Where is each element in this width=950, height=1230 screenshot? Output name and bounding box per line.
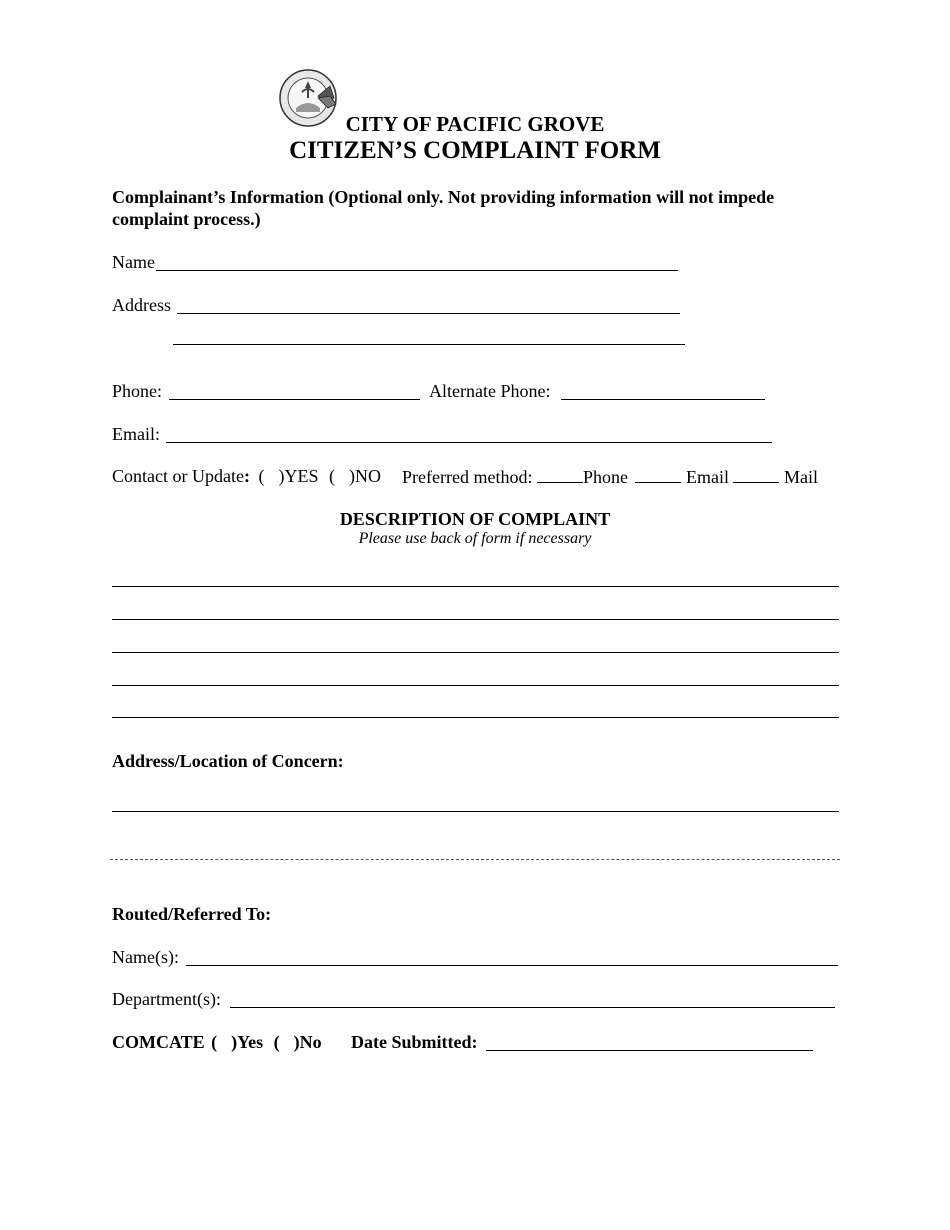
preferred-email-blank[interactable] [635, 466, 681, 483]
contact-update-row [112, 466, 381, 487]
departments-field[interactable] [230, 1007, 835, 1008]
form-title: CITIZEN’S COMPLAINT FORM [289, 137, 661, 164]
comcate-no-option[interactable] [274, 1032, 322, 1052]
description-subheading: Please use back of form if necessary [358, 530, 592, 547]
contact-yes-label: )YES [278, 466, 319, 486]
description-heading: DESCRIPTION OF COMPLAINT [339, 509, 611, 529]
preferred-method-label: Preferred method: [402, 467, 533, 487]
date-submitted-field[interactable] [486, 1050, 813, 1051]
preferred-phone-label: Phone [582, 467, 628, 487]
alternate-phone-field[interactable] [561, 399, 765, 400]
name-field[interactable] [156, 270, 678, 271]
comcate-row [112, 1032, 322, 1053]
city-name: CITY OF PACIFIC GROVE [345, 112, 605, 136]
departments-label: Department(s): [112, 989, 221, 1009]
names-label: Name(s): [112, 947, 179, 967]
address-field-line1[interactable] [177, 313, 680, 314]
comcate-yes-option[interactable] [211, 1032, 263, 1052]
contact-update-label: Contact or Update [112, 466, 244, 486]
preferred-mail-blank[interactable] [733, 466, 779, 483]
preferred-mail-label: Mail [783, 467, 818, 487]
paren-open: ( [258, 466, 265, 486]
phone-label: Phone: [112, 381, 163, 401]
contact-update-colon: : [243, 466, 250, 486]
preferred-email-label: Email [685, 467, 729, 487]
preferred-method-row [402, 466, 818, 488]
email-label: Email: [112, 424, 160, 444]
location-heading: Address/Location of Concern: [112, 751, 344, 771]
names-field[interactable] [186, 965, 838, 966]
complainant-heading-line1: Complainant’s Information (Optional only. Not providing information will not impede [112, 187, 775, 207]
phone-field[interactable] [169, 399, 420, 400]
address-field-line2[interactable] [173, 344, 685, 345]
contact-yes-option[interactable] [258, 466, 318, 486]
contact-no-option[interactable] [329, 466, 381, 486]
contact-no-label: )NO [348, 466, 381, 486]
email-field[interactable] [166, 442, 772, 443]
description-line-2[interactable] [112, 619, 839, 620]
comcate-no-label: )No [293, 1032, 322, 1052]
paren-open: ( [328, 466, 335, 486]
paren-open: ( [211, 1032, 218, 1052]
description-line-3[interactable] [112, 652, 839, 653]
routing-heading: Routed/Referred To: [112, 904, 272, 924]
description-line-4[interactable] [112, 685, 839, 686]
name-label: Name [112, 252, 155, 272]
description-line-5[interactable] [112, 717, 839, 718]
alternate-phone-label: Alternate Phone: [429, 381, 551, 401]
section-divider [110, 859, 840, 860]
address-label: Address [112, 295, 171, 315]
description-line-1[interactable] [112, 586, 839, 587]
date-submitted-label: Date Submitted: [351, 1032, 478, 1052]
comcate-yes-label: )Yes [231, 1032, 264, 1052]
comcate-label: COMCATE [112, 1032, 205, 1052]
preferred-phone-blank[interactable] [537, 466, 583, 483]
paren-open: ( [273, 1032, 280, 1052]
location-field[interactable] [112, 811, 839, 812]
complainant-heading-line2: complaint process.) [112, 209, 261, 229]
